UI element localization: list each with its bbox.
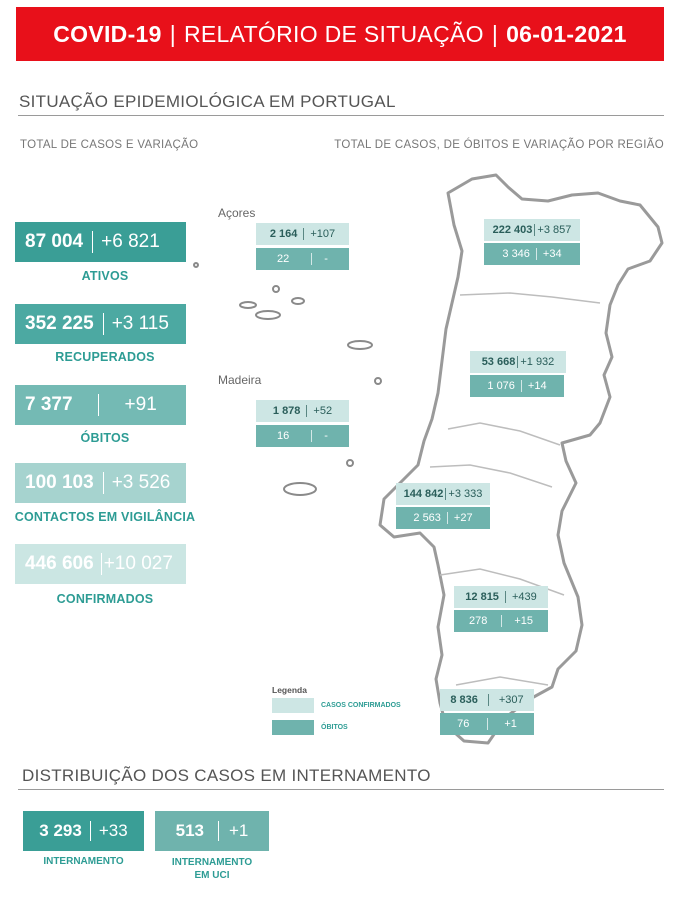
acores-deaths: 22 - xyxy=(256,248,349,270)
algarve-deaths: 76 +1 xyxy=(440,713,534,735)
centro-deaths: 1 076 +14 xyxy=(470,375,564,397)
internamento-label: INTERNAMENTO xyxy=(43,856,124,867)
azores-islands xyxy=(194,263,381,384)
subtitle-total-cases: TOTAL DE CASOS E VARIAÇÃO xyxy=(20,139,199,151)
section-divider xyxy=(18,789,664,790)
label-acores: Açores xyxy=(218,206,256,220)
algarve-cases: 8 836 +307 xyxy=(440,689,534,711)
stat-value: 446 606 xyxy=(25,553,94,574)
uci-box xyxy=(155,811,269,851)
report-header xyxy=(16,7,664,61)
stat-confirmados xyxy=(15,544,186,584)
stat-delta: +91 xyxy=(124,394,157,415)
legend-title: Legenda xyxy=(272,685,307,695)
legend-swatch-deaths xyxy=(272,720,314,735)
lisboa-deaths: 2 563 +27 xyxy=(396,507,490,529)
section-title-epidemiology: SITUAÇÃO EPIDEMIOLÓGICA EM PORTUGAL xyxy=(19,92,396,111)
centro-cases: 53 668 +1 932 xyxy=(470,351,566,373)
madeira-deaths: 16 - xyxy=(256,425,349,447)
stat-value: 7 377 xyxy=(25,394,73,415)
legend-label-deaths: ÓBITOS xyxy=(321,724,348,731)
uci-delta: +1 xyxy=(228,821,249,840)
stat-delta: +3 526 xyxy=(111,472,171,493)
header-title: COVID-19 xyxy=(53,20,162,47)
stat-label-ativos: ATIVOS xyxy=(81,269,129,283)
internamento-box xyxy=(23,811,144,851)
lisboa-cases: 144 842 +3 333 xyxy=(396,483,490,505)
stat-label-confirmados: CONFIRMADOS xyxy=(56,592,154,606)
stat-ativos xyxy=(15,222,186,262)
internamento-value: 3 293 xyxy=(39,821,82,840)
uci-value: 513 xyxy=(175,821,204,840)
stat-label-obitos: ÓBITOS xyxy=(80,431,130,445)
madeira-cases: 1 878 +52 xyxy=(256,400,349,422)
stat-label-contactos: CONTACTOS EM VIGILÂNCIA xyxy=(14,510,196,524)
legend-label-cases: CASOS CONFIRMADOS xyxy=(321,702,401,709)
alentejo-cases: 12 815 +439 xyxy=(454,586,548,608)
section-title-hospitalization: DISTRIBUIÇÃO DOS CASOS EM INTERNAMENTO xyxy=(22,766,431,785)
stat-delta: +10 027 xyxy=(103,553,173,574)
norte-deaths: 3 346 +34 xyxy=(484,243,580,265)
header-separator: | xyxy=(491,20,499,47)
stat-label-recuperados: RECUPERADOS xyxy=(55,350,155,364)
madeira-islands xyxy=(284,460,353,495)
header-separator: | xyxy=(169,20,176,47)
stat-contactos xyxy=(15,463,186,503)
label-madeira: Madeira xyxy=(218,373,262,387)
norte-cases: 222 403 +3 857 xyxy=(484,219,580,241)
header-date: 06-01-2021 xyxy=(506,20,627,47)
legend-swatch-cases xyxy=(272,698,314,713)
stat-recuperados xyxy=(15,304,186,344)
acores-cases: 2 164 +107 xyxy=(256,223,349,245)
subtitle-by-region: TOTAL DE CASOS, DE ÓBITOS E VARIAÇÃO POR REGIÃO xyxy=(334,139,664,151)
internamento-delta: +33 xyxy=(98,821,128,840)
uci-label: INTERNAMENTO EM UCI xyxy=(171,857,253,881)
stat-value: 87 004 xyxy=(25,231,84,252)
alentejo-deaths: 278 +15 xyxy=(454,610,548,632)
portugal-map xyxy=(180,165,680,755)
stat-value: 352 225 xyxy=(25,313,94,334)
section-divider xyxy=(18,115,664,116)
header-subtitle: RELATÓRIO DE SITUAÇÃO xyxy=(184,20,484,47)
stat-delta: +3 115 xyxy=(111,313,169,334)
stat-delta: +6 821 xyxy=(101,231,160,252)
stat-obitos xyxy=(15,385,186,425)
stat-value: 100 103 xyxy=(25,472,94,493)
